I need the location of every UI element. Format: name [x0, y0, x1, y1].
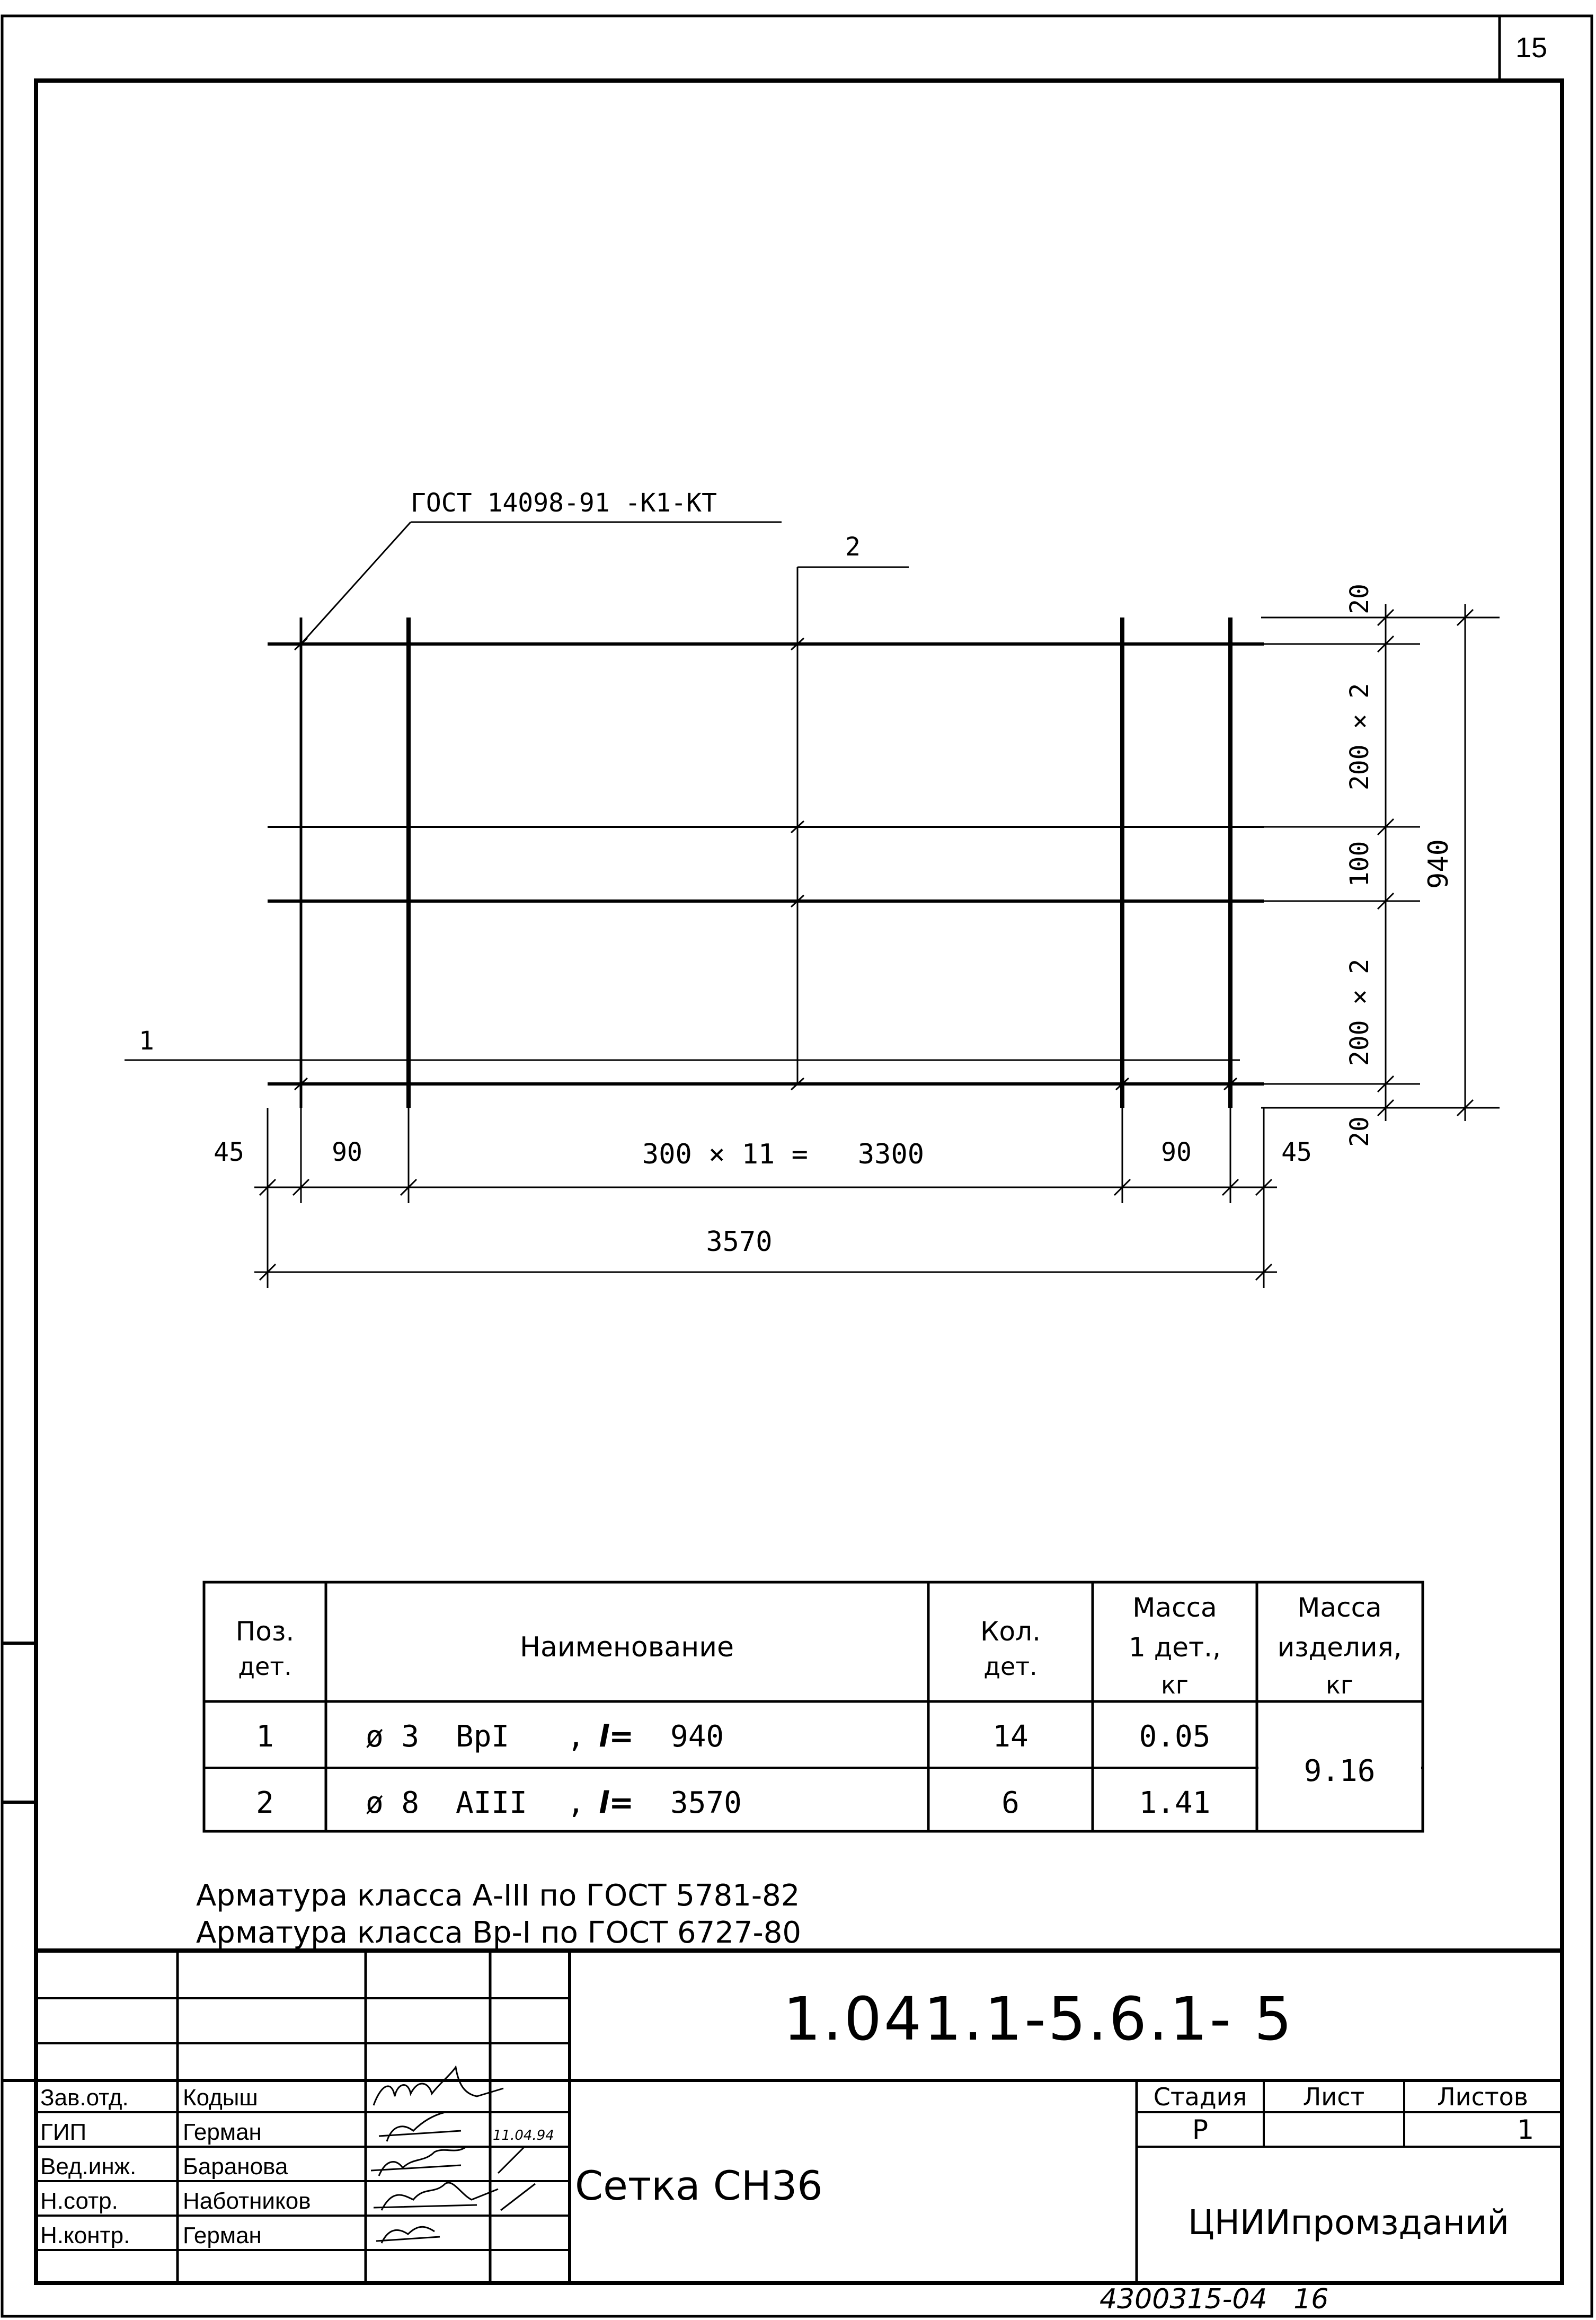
dim-bottom-middle-span: 300 × 11 = 3300	[642, 1139, 925, 1170]
spec-row-mass: 0.05	[1139, 1719, 1211, 1754]
signer-name: Герман	[183, 2222, 262, 2248]
spec-header-pos-2: дет.	[238, 1652, 292, 1681]
sheet-number: 15	[1515, 32, 1548, 64]
dim-overall-height: 940	[1423, 839, 1455, 889]
leader-position-2	[797, 567, 909, 578]
spec-header-name: Наименование	[519, 1631, 734, 1663]
spec-header-mass-one-2: 1 дет.,	[1129, 1632, 1221, 1663]
weld-note-text: ГОСТ 14098-91 -К1-КТ	[411, 488, 717, 518]
leader-weld-note	[301, 522, 782, 644]
dim-right-lower-span: 200 × 2	[1345, 958, 1375, 1066]
stage-label: Стадия	[1153, 2083, 1247, 2111]
spec-header-qty-1: Кол.	[980, 1616, 1041, 1647]
spec-row-qty: 6	[1001, 1786, 1019, 1820]
signer-row	[40, 2085, 258, 2111]
sheets-label: Листов	[1437, 2083, 1528, 2111]
sheet-label: Лист	[1302, 2083, 1365, 2111]
dim-bottom-last-span: 90	[1161, 1137, 1192, 1167]
signer-name: Баранова	[183, 2154, 288, 2180]
dim-right-bottom-edge: 20	[1345, 1116, 1375, 1147]
spec-header-mass-total-1: Масса	[1297, 1592, 1382, 1623]
signer-date: 11.04.94	[493, 2128, 554, 2143]
signer-name: Кодыш	[183, 2085, 258, 2111]
drawing-title: Сетка СН36	[575, 2162, 823, 2209]
dim-right-upper-span: 200 × 2	[1345, 683, 1375, 791]
dim-right-middle-span: 100	[1345, 841, 1375, 887]
position-1-label: 1	[139, 1026, 154, 1056]
designation: 1.041.1-5.6.1- 5	[783, 1985, 1294, 2054]
spec-header-mass-one-3: кг	[1161, 1671, 1189, 1699]
note-line-2: Арматура класса Вр-I по ГОСТ 6727-80	[196, 1916, 801, 1950]
spec-row-pos: 2	[256, 1786, 274, 1820]
signatures	[371, 2067, 535, 2243]
spec-row-comma: ,	[567, 1719, 585, 1754]
signer-role: Н.контр.	[40, 2222, 130, 2248]
sheets-value: 1	[1517, 2114, 1534, 2145]
spec-row-dia: ø 3	[366, 1719, 420, 1754]
spec-header-mass-total-3: кг	[1326, 1671, 1353, 1699]
dim-bottom-edge-right: 45	[1281, 1137, 1312, 1167]
spec-mass-total: 9.16	[1304, 1754, 1376, 1788]
spec-row-len: 3570	[670, 1786, 742, 1820]
table-row	[256, 1719, 1210, 1754]
signer-row	[40, 2154, 288, 2180]
signer-role: Зав.отд.	[40, 2085, 129, 2111]
signer-role: Н.сотр.	[40, 2188, 118, 2214]
dim-right-top-edge: 20	[1345, 584, 1375, 614]
spec-row-class: АIII	[456, 1786, 527, 1820]
dim-bottom-first-span: 90	[332, 1137, 362, 1167]
organization: ЦНИИпромзданий	[1188, 2203, 1509, 2243]
dim-bottom-edge-left: 45	[214, 1137, 244, 1167]
spec-row-len: 940	[670, 1719, 724, 1754]
signer-role: Вед.инж.	[40, 2154, 137, 2180]
spec-row-len-symbol: l=	[599, 1786, 634, 1820]
signer-role: ГИП	[40, 2119, 87, 2145]
spec-row-mass: 1.41	[1139, 1786, 1211, 1820]
spec-header-mass-total-2: изделия,	[1277, 1632, 1402, 1663]
spec-row-pos: 1	[256, 1719, 274, 1754]
mesh-drawing	[268, 578, 1264, 1108]
spec-header-qty-2: дет.	[983, 1652, 1038, 1681]
spec-row-len-symbol: l=	[599, 1719, 634, 1754]
spec-row-comma: ,	[567, 1786, 585, 1820]
signer-row	[40, 2119, 554, 2145]
signer-name: Наботников	[183, 2188, 311, 2214]
bottom-dimensions	[254, 1108, 1277, 1288]
spec-header-pos-1: Поз.	[235, 1616, 295, 1647]
spec-row-qty: 14	[992, 1719, 1028, 1754]
signer-row	[40, 2188, 311, 2214]
table-row	[256, 1786, 1210, 1820]
signer-name: Герман	[183, 2119, 262, 2145]
spec-row-class: ВрI	[456, 1719, 510, 1754]
signer-row	[40, 2222, 262, 2248]
position-2-label: 2	[845, 532, 861, 562]
archive-number: 4300315-04 16	[1100, 2283, 1329, 2315]
spec-row-dia: ø 8	[366, 1786, 420, 1820]
spec-header-mass-one-1: Масса	[1132, 1592, 1217, 1623]
dim-overall-length: 3570	[706, 1226, 773, 1258]
note-line-1: Арматура класса А-III по ГОСТ 5781-82	[196, 1878, 800, 1913]
stage-value: Р	[1192, 2114, 1209, 2145]
right-dimensions	[1261, 604, 1500, 1121]
